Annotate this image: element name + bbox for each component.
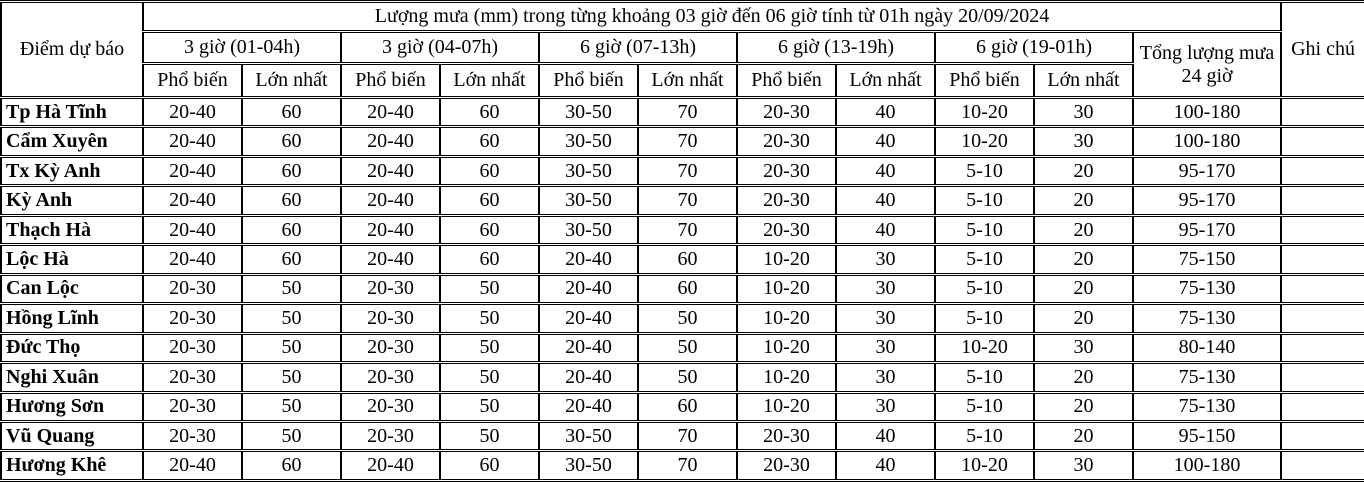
rain-value-cell: 30	[1034, 127, 1133, 156]
total-value-cell: 95-170	[1133, 215, 1281, 244]
location-cell: Can Lộc	[1, 274, 143, 303]
rain-value-cell: 20-40	[341, 245, 440, 274]
rain-value-cell: 60	[242, 245, 341, 274]
note-value-cell	[1281, 98, 1364, 127]
location-cell: Lộc Hà	[1, 245, 143, 274]
location-cell: Tx Kỳ Anh	[1, 156, 143, 185]
subheader-common-4: Phổ biến	[737, 64, 836, 98]
rain-value-cell: 20-40	[143, 127, 242, 156]
rain-value-cell: 20	[1034, 274, 1133, 303]
rain-value-cell: 20	[1034, 156, 1133, 185]
rain-value-cell: 30-50	[539, 186, 638, 215]
table-title: Lượng mưa (mm) trong từng khoảng 03 giờ đến 06 giờ tính từ 01h ngày 20/09/2024	[143, 2, 1281, 32]
note-value-cell	[1281, 363, 1364, 392]
table-row	[1, 392, 1364, 421]
note-value-cell	[1281, 274, 1364, 303]
rain-value-cell: 30	[836, 245, 935, 274]
rain-value-cell: 30	[836, 333, 935, 362]
table-row	[1, 304, 1364, 333]
rain-value-cell: 40	[836, 127, 935, 156]
rain-value-cell: 10-20	[935, 451, 1034, 481]
rain-value-cell: 20	[1034, 186, 1133, 215]
location-cell: Nghi Xuân	[1, 363, 143, 392]
rain-value-cell: 20-40	[341, 186, 440, 215]
rain-value-cell: 20-40	[341, 215, 440, 244]
table-row	[1, 127, 1364, 156]
rain-value-cell: 60	[440, 215, 539, 244]
note-value-cell	[1281, 392, 1364, 421]
table-row	[1, 186, 1364, 215]
rain-value-cell: 20	[1034, 245, 1133, 274]
rain-value-cell: 5-10	[935, 245, 1034, 274]
total-value-cell: 75-130	[1133, 304, 1281, 333]
rain-value-cell: 20-30	[143, 421, 242, 450]
note-value-cell	[1281, 127, 1364, 156]
group-header-04-07h: 3 giờ (04-07h)	[341, 32, 539, 64]
rain-value-cell: 20-40	[143, 98, 242, 127]
rain-value-cell: 30	[1034, 333, 1133, 362]
rain-value-cell: 10-20	[737, 333, 836, 362]
rain-value-cell: 50	[638, 333, 737, 362]
location-cell: Đức Thọ	[1, 333, 143, 362]
header-group-row	[1, 32, 1364, 64]
rain-value-cell: 60	[440, 186, 539, 215]
rain-value-cell: 20-40	[143, 215, 242, 244]
subheader-max-3: Lớn nhất	[638, 64, 737, 98]
table-row	[1, 98, 1364, 127]
rain-value-cell: 5-10	[935, 186, 1034, 215]
rain-value-cell: 5-10	[935, 421, 1034, 450]
rain-value-cell: 30-50	[539, 98, 638, 127]
rain-value-cell: 60	[440, 127, 539, 156]
group-header-07-13h: 6 giờ (07-13h)	[539, 32, 737, 64]
rain-value-cell: 5-10	[935, 304, 1034, 333]
rain-value-cell: 60	[242, 186, 341, 215]
rain-value-cell: 20-30	[737, 156, 836, 185]
rain-value-cell: 70	[638, 451, 737, 481]
rain-value-cell: 20-30	[737, 98, 836, 127]
rain-value-cell: 20-30	[143, 333, 242, 362]
rain-value-cell: 40	[836, 98, 935, 127]
subheader-common-5: Phổ biến	[935, 64, 1034, 98]
rain-value-cell: 20-30	[737, 127, 836, 156]
table-row	[1, 363, 1364, 392]
rain-value-cell: 20	[1034, 304, 1133, 333]
rain-value-cell: 30-50	[539, 127, 638, 156]
location-cell: Vũ Quang	[1, 421, 143, 450]
rain-value-cell: 10-20	[935, 98, 1034, 127]
rain-value-cell: 20-40	[539, 304, 638, 333]
rain-value-cell: 10-20	[737, 363, 836, 392]
subheader-max-2: Lớn nhất	[440, 64, 539, 98]
rain-value-cell: 20-40	[341, 127, 440, 156]
rain-value-cell: 50	[638, 304, 737, 333]
note-value-cell	[1281, 245, 1364, 274]
location-cell: Hồng Lĩnh	[1, 304, 143, 333]
rain-value-cell: 20-40	[341, 98, 440, 127]
rain-value-cell: 50	[242, 392, 341, 421]
rain-value-cell: 30-50	[539, 215, 638, 244]
rain-value-cell: 20-30	[143, 363, 242, 392]
rain-value-cell: 20-40	[539, 245, 638, 274]
total-header-cell: Tổng lượng mưa 24 giờ	[1133, 32, 1281, 98]
rain-value-cell: 60	[638, 245, 737, 274]
rain-value-cell: 50	[242, 363, 341, 392]
rain-value-cell: 10-20	[935, 127, 1034, 156]
rain-value-cell: 5-10	[935, 215, 1034, 244]
rain-value-cell: 20-30	[341, 392, 440, 421]
rain-value-cell: 60	[440, 156, 539, 185]
total-value-cell: 95-170	[1133, 156, 1281, 185]
rain-value-cell: 20	[1034, 215, 1133, 244]
total-value-cell: 75-130	[1133, 363, 1281, 392]
rain-value-cell: 70	[638, 127, 737, 156]
rain-value-cell: 40	[836, 421, 935, 450]
rain-value-cell: 50	[242, 304, 341, 333]
rain-value-cell: 20-40	[341, 156, 440, 185]
rain-value-cell: 30	[836, 392, 935, 421]
rain-value-cell: 60	[242, 127, 341, 156]
rain-value-cell: 30-50	[539, 156, 638, 185]
rain-value-cell: 20-40	[143, 186, 242, 215]
rain-value-cell: 60	[440, 98, 539, 127]
rain-value-cell: 20-40	[143, 245, 242, 274]
location-cell: Hương Sơn	[1, 392, 143, 421]
rain-value-cell: 5-10	[935, 363, 1034, 392]
rain-value-cell: 20-40	[143, 156, 242, 185]
note-value-cell	[1281, 333, 1364, 362]
rain-value-cell: 50	[440, 363, 539, 392]
rain-value-cell: 40	[836, 156, 935, 185]
rain-value-cell: 60	[242, 156, 341, 185]
table-body	[1, 98, 1364, 481]
rain-value-cell: 50	[242, 333, 341, 362]
rain-value-cell: 60	[440, 451, 539, 481]
rain-value-cell: 30	[836, 274, 935, 303]
rain-value-cell: 50	[638, 363, 737, 392]
rain-value-cell: 20	[1034, 363, 1133, 392]
rain-value-cell: 50	[440, 304, 539, 333]
note-value-cell	[1281, 451, 1364, 481]
rain-value-cell: 5-10	[935, 274, 1034, 303]
subheader-max-5: Lớn nhất	[1034, 64, 1133, 98]
subheader-common-1: Phổ biến	[143, 64, 242, 98]
rain-value-cell: 20-30	[341, 421, 440, 450]
rain-value-cell: 50	[440, 392, 539, 421]
note-value-cell	[1281, 421, 1364, 450]
location-cell: Thạch Hà	[1, 215, 143, 244]
table-row	[1, 215, 1364, 244]
rain-value-cell: 70	[638, 186, 737, 215]
corner-header-cell: Điểm dự báo	[1, 2, 143, 98]
group-header-01-04h: 3 giờ (01-04h)	[143, 32, 341, 64]
note-value-cell	[1281, 186, 1364, 215]
rain-value-cell: 20-40	[341, 451, 440, 481]
table-row	[1, 451, 1364, 481]
rain-value-cell: 5-10	[935, 156, 1034, 185]
rain-value-cell: 60	[638, 274, 737, 303]
rain-value-cell: 50	[242, 421, 341, 450]
rain-value-cell: 20	[1034, 421, 1133, 450]
note-value-cell	[1281, 304, 1364, 333]
subheader-common-2: Phổ biến	[341, 64, 440, 98]
total-value-cell: 95-150	[1133, 421, 1281, 450]
rain-value-cell: 20-30	[143, 392, 242, 421]
rain-value-cell: 10-20	[737, 392, 836, 421]
rain-value-cell: 40	[836, 186, 935, 215]
rain-value-cell: 30	[1034, 451, 1133, 481]
total-value-cell: 100-180	[1133, 451, 1281, 481]
rain-value-cell: 60	[440, 245, 539, 274]
subheader-max-4: Lớn nhất	[836, 64, 935, 98]
rain-value-cell: 40	[836, 215, 935, 244]
subheader-common-3: Phổ biến	[539, 64, 638, 98]
total-value-cell: 80-140	[1133, 333, 1281, 362]
rain-value-cell: 20-40	[539, 363, 638, 392]
rain-value-cell: 20-30	[341, 274, 440, 303]
rain-value-cell: 70	[638, 421, 737, 450]
rain-value-cell: 10-20	[737, 304, 836, 333]
total-value-cell: 75-130	[1133, 392, 1281, 421]
total-value-cell: 100-180	[1133, 127, 1281, 156]
rain-value-cell: 50	[440, 421, 539, 450]
rain-value-cell: 20-40	[143, 451, 242, 481]
rain-value-cell: 20-40	[539, 392, 638, 421]
rain-value-cell: 70	[638, 215, 737, 244]
total-value-cell: 95-170	[1133, 186, 1281, 215]
rain-value-cell: 60	[242, 215, 341, 244]
rain-value-cell: 50	[440, 333, 539, 362]
note-value-cell	[1281, 156, 1364, 185]
rain-value-cell: 30	[836, 363, 935, 392]
rain-value-cell: 5-10	[935, 392, 1034, 421]
group-header-19-01h: 6 giờ (19-01h)	[935, 32, 1133, 64]
table-row	[1, 245, 1364, 274]
rain-value-cell: 60	[638, 392, 737, 421]
rain-value-cell: 40	[836, 451, 935, 481]
location-cell: Hương Khê	[1, 451, 143, 481]
rain-value-cell: 10-20	[737, 245, 836, 274]
rain-value-cell: 20-30	[737, 215, 836, 244]
rain-value-cell: 20-30	[737, 186, 836, 215]
rain-value-cell: 50	[242, 274, 341, 303]
subheader-max-1: Lớn nhất	[242, 64, 341, 98]
note-value-cell	[1281, 215, 1364, 244]
rain-value-cell: 20-30	[737, 421, 836, 450]
rain-value-cell: 30-50	[539, 451, 638, 481]
rain-value-cell: 70	[638, 156, 737, 185]
rain-value-cell: 20-40	[539, 274, 638, 303]
rain-value-cell: 20-30	[737, 451, 836, 481]
table-row	[1, 421, 1364, 450]
rain-value-cell: 10-20	[935, 333, 1034, 362]
rain-value-cell: 70	[638, 98, 737, 127]
header-title-row	[1, 2, 1364, 32]
total-value-cell: 75-150	[1133, 245, 1281, 274]
location-cell: Cẩm Xuyên	[1, 127, 143, 156]
rain-value-cell: 10-20	[737, 274, 836, 303]
rain-value-cell: 20-40	[539, 333, 638, 362]
rain-value-cell: 50	[440, 274, 539, 303]
rain-value-cell: 30	[836, 304, 935, 333]
rain-value-cell: 20-30	[341, 304, 440, 333]
location-cell: Kỳ Anh	[1, 186, 143, 215]
table-row	[1, 333, 1364, 362]
rain-value-cell: 20-30	[143, 274, 242, 303]
location-cell: Tp Hà Tĩnh	[1, 98, 143, 127]
group-header-13-19h: 6 giờ (13-19h)	[737, 32, 935, 64]
table-header	[1, 2, 1364, 98]
table-row	[1, 156, 1364, 185]
rain-value-cell: 20-30	[341, 333, 440, 362]
rain-value-cell: 20-30	[341, 363, 440, 392]
rain-value-cell: 60	[242, 98, 341, 127]
rain-value-cell: 30	[1034, 98, 1133, 127]
rain-value-cell: 20-30	[143, 304, 242, 333]
total-value-cell: 100-180	[1133, 98, 1281, 127]
table-row	[1, 274, 1364, 303]
note-header-cell: Ghi chú	[1281, 2, 1364, 98]
rain-value-cell: 30-50	[539, 421, 638, 450]
rain-value-cell: 60	[242, 451, 341, 481]
total-value-cell: 75-130	[1133, 274, 1281, 303]
rain-value-cell: 20	[1034, 392, 1133, 421]
